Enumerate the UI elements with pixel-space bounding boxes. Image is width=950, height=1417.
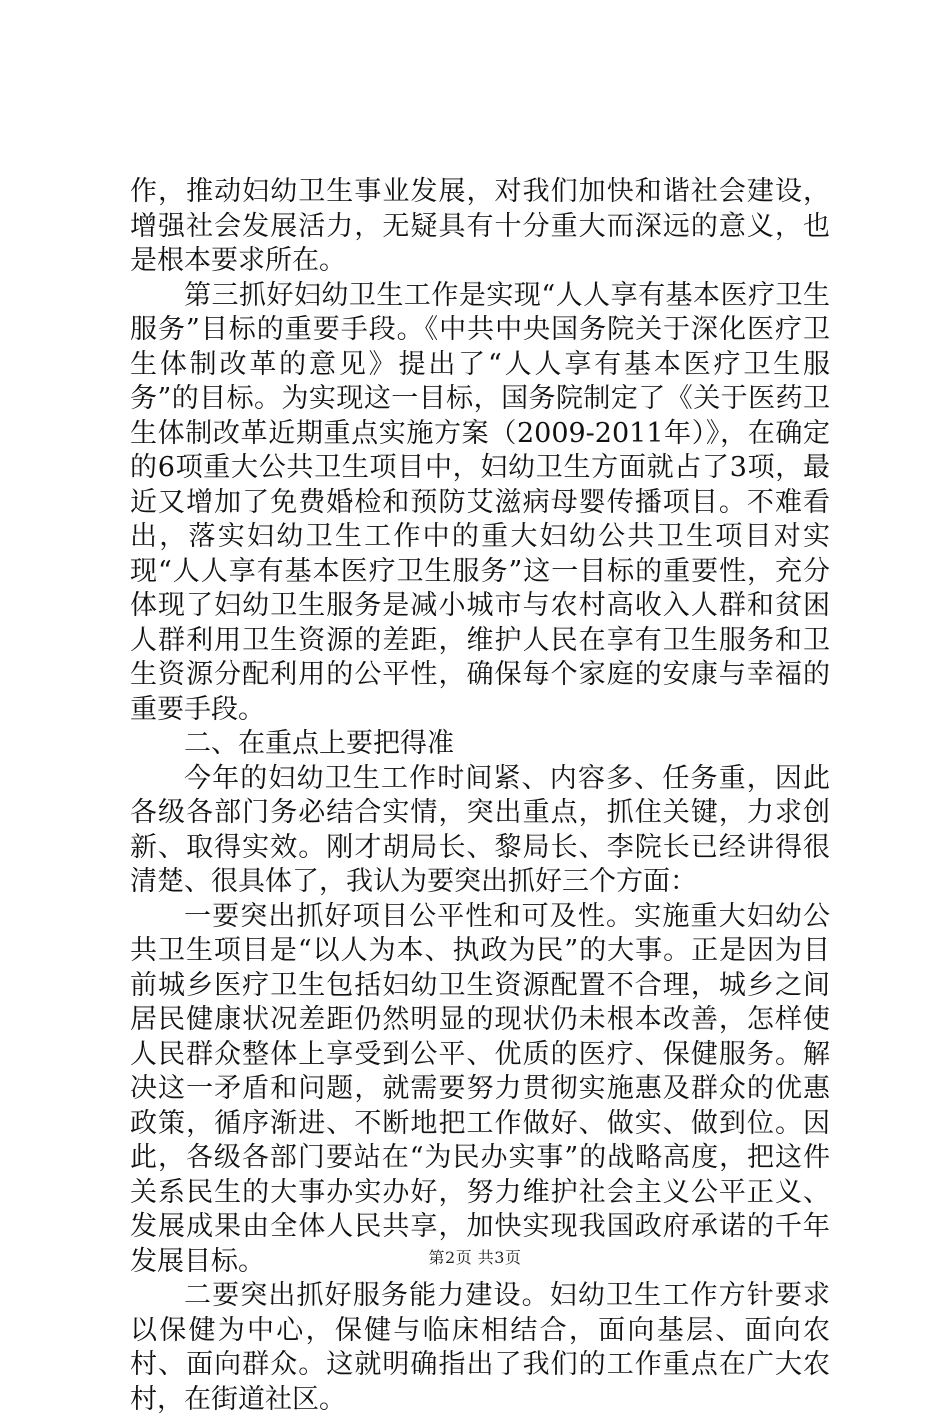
paragraph-item-two: 二要突出抓好服务能力建设。妇幼卫生工作方针要求以保健为中心，保健与临床相结合，面向基层、面向农村、面向群众。这就明确指出了我们的工作重点在广大农村，在街道社区。 [130, 1280, 830, 1415]
paragraph-item-one: 一要突出抓好项目公平性和可及性。实施重大妇幼公共卫生项目是“以人为本、执政为民”的大事。正是因为目前城乡医疗卫生包括妇幼卫生资源配置不合理，城乡之间居民健康状况差距仍然明显的现状仍未根本改善，怎样使人民群众整体上享受到公平、优质的医疗、保健服务。解决这一矛盾和问题，就需要努力贯彻实施惠及群众的优惠政策，循序渐进、不断地把工作做好、做实、做到位。因此，各级各部门要站在“为民办实事”的战略高度，把这件关系民生的大事办实办好，努力维护社会主义公平正义、发展成果由全体人民共享，加快实现我国政府承诺的千年发展目标。 [130, 900, 830, 1277]
section-heading-two: 二、在重点上要把得准 [184, 728, 454, 759]
document-body [130, 175, 830, 1417]
paragraph-continuation: 作，推动妇幼卫生事业发展，对我们加快和谐社会建设，增强社会发展活力，无疑具有十分重大而深远的意义，也是根本要求所在。 [130, 176, 830, 276]
paragraph-point-three: 第三抓好妇幼卫生工作是实现“人人享有基本医疗卫生服务”目标的重要手段。《中共中央国务院关于深化医疗卫生体制改革的意见》提出了“人人享有基本医疗卫生服务”的目标。为实现这一目标，国务院制定了《关于医药卫生体制改革近期重点实施方案（2009-2011年）》，在确定的6项重大公共卫生项目中，妇幼卫生方面就占了3项，最近又增加了免费婚检和预防艾滋病母婴传播项目。不难看出，落实妇幼卫生工作中的重大妇幼公共卫生项目对实现“人人享有基本医疗卫生服务”这一目标的重要性，充分体现了妇幼卫生服务是减小城市与农村高收入人群和贫困人群利用卫生资源的差距，维护人民在享有卫生服务和卫生资源分配利用的公平性，确保每个家庭的安康与幸福的重要手段。 [130, 279, 830, 725]
paragraph-section-two-intro: 今年的妇幼卫生工作时间紧、内容多、任务重，因此各级各部门务必结合实情，突出重点，抓住关键，力求创新、取得实效。刚才胡局长、黎局长、李院长已经讲得很清楚、很具体了，我认为要突出抓好三个方面： [130, 762, 830, 897]
page-footer: 第2页 共3页 [428, 1248, 522, 1267]
